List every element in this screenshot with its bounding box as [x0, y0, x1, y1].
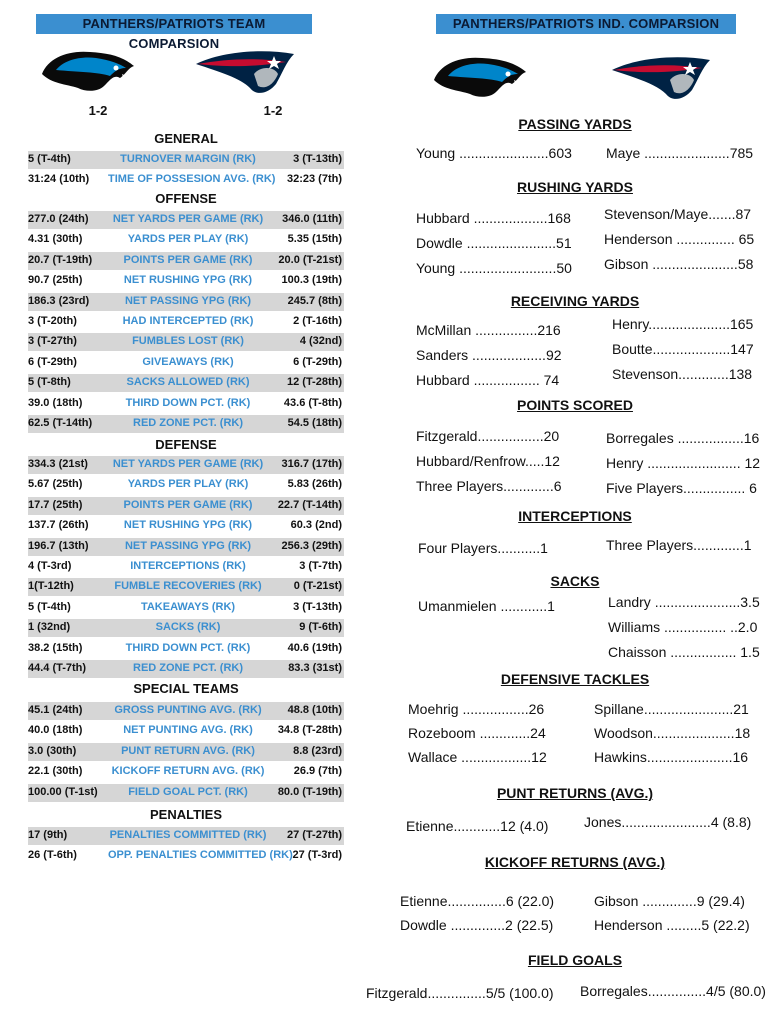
stat-row: [28, 827, 344, 845]
patriots-logo-icon: [606, 50, 716, 106]
patriots-player-stat: Borregales...............4/5 (80.0): [580, 983, 766, 999]
stat-row: [28, 763, 344, 781]
stat-row: [28, 558, 344, 576]
stat-label: TIME OF POSSESION AVG. (RK): [108, 173, 276, 186]
section-title: SPECIAL TEAMS: [133, 681, 239, 696]
stat-row: [28, 456, 344, 474]
panthers-player-stat: McMillan ................216: [416, 322, 561, 338]
stat-row: [28, 476, 344, 494]
section-title: GENERAL: [154, 131, 218, 146]
stat-category-heading: SACKS: [550, 573, 600, 589]
patriots-record: 1-2: [263, 103, 283, 118]
panthers-value: 26 (T-6th): [28, 849, 77, 862]
panthers-player-stat: Sanders ...................92: [416, 347, 562, 363]
patriots-player-stat: Landry ......................3.5: [608, 594, 760, 610]
patriots-value: 2 (T-16th): [293, 315, 342, 327]
stat-row: [28, 252, 344, 270]
patriots-player-stat: Henderson .........5 (22.2): [594, 917, 750, 933]
panthers-value: 20.7 (T-19th): [28, 253, 93, 266]
patriots-value: 27 (T-3rd): [292, 849, 342, 862]
patriots-value: 20.0 (T-21st): [278, 253, 342, 266]
stat-label: TURNOVER MARGIN (RK): [120, 153, 256, 165]
stat-category-heading: FIELD GOALS: [527, 952, 623, 968]
stat-row: [28, 354, 344, 372]
patriots-value: 83.3 (31st): [288, 662, 342, 674]
stat-category-heading: PASSING YARDS: [518, 116, 632, 132]
patriots-player-stat: Stevenson/Maye.......87: [604, 206, 752, 222]
panthers-player-stat: Etienne............12 (4.0): [406, 818, 549, 834]
patriots-value: 22.7 (T-14th): [277, 498, 342, 511]
stat-label: THIRD DOWN PCT. (RK): [125, 641, 251, 654]
panthers-player-stat: Fitzgerald...............5/5 (100.0): [366, 985, 554, 1001]
panthers-value: 45.1 (24th): [28, 704, 83, 716]
patriots-value: 9 (T-6th): [299, 621, 342, 634]
panthers-player-stat: Young .......................603: [416, 145, 572, 161]
stat-label: PENALTIES COMMITTED (RK): [109, 829, 267, 841]
stat-label: GIVEAWAYS (RK): [142, 355, 234, 368]
patriots-value: 316.7 (17th): [281, 458, 342, 470]
panthers-value: 22.1 (30th): [28, 765, 83, 778]
stat-label: THIRD DOWN PCT. (RK): [125, 396, 251, 409]
patriots-player-stat: Five Players................ 6: [606, 480, 757, 496]
stat-label: YARDS PER PLAY (RK): [127, 233, 249, 246]
stat-label: FUMBLE RECOVERIES (RK): [114, 580, 262, 593]
stat-row: [28, 640, 344, 658]
patriots-value: 3 (T-13th): [293, 600, 342, 613]
stat-label: GROSS PUNTING AVG. (RK): [114, 704, 262, 716]
patriots-value: 12 (T-28th): [286, 376, 342, 389]
patriots-value: 5.83 (26th): [287, 478, 342, 491]
stat-label: SACKS ALLOWED (RK): [126, 376, 250, 389]
patriots-value: 100.3 (19th): [281, 274, 342, 287]
stat-category-heading: PUNT RETURNS (AVG.): [496, 785, 654, 801]
panthers-value: 44.4 (T-7th): [28, 662, 87, 674]
stat-label: NET RUSHING YPG (RK): [123, 519, 253, 532]
panthers-value: 90.7 (25th): [28, 274, 83, 287]
stat-row: [28, 272, 344, 290]
panthers-player-stat: Etienne...............6 (22.0): [400, 893, 555, 909]
stat-row: [28, 517, 344, 535]
patriots-value: 34.8 (T-28th): [277, 724, 342, 737]
patriots-value: 346.0 (11th): [282, 213, 342, 225]
patriots-value: 5.35 (15th): [287, 233, 342, 246]
panthers-value: 5.67 (25th): [28, 478, 83, 491]
panthers-value: 39.0 (18th): [28, 396, 83, 409]
stat-label: HAD INTERCEPTED (RK): [122, 315, 254, 327]
panthers-player-stat: Young .........................50: [416, 260, 572, 276]
stat-row: [28, 313, 344, 331]
stat-label: POINTS PER GAME (RK): [123, 498, 253, 511]
panthers-value: 40.0 (18th): [28, 724, 83, 737]
patriots-value: 8.8 (23rd): [293, 744, 342, 757]
patriots-player-stat: Stevenson.............138: [612, 366, 753, 382]
stat-label: TAKEAWAYS (RK): [140, 600, 236, 613]
patriots-player-stat: Williams ................ ..2.0: [608, 619, 758, 635]
patriots-player-stat: Spillane.......................21: [594, 701, 749, 717]
panthers-player-stat: Dowdle .......................51: [416, 235, 572, 251]
patriots-player-stat: Hawkins......................16: [594, 749, 749, 765]
panthers-logo-icon: [38, 44, 138, 96]
section-title: PENALTIES: [150, 807, 222, 822]
patriots-player-stat: Henry.....................165: [612, 316, 754, 332]
stat-row: [28, 619, 344, 637]
stat-label: NET YARDS PER GAME (RK): [112, 213, 264, 225]
stat-row: [28, 538, 344, 556]
patriots-value: 245.7 (8th): [287, 294, 342, 307]
panthers-player-stat: Rozeboom .............24: [408, 725, 546, 741]
patriots-player-stat: Henderson ............... 65: [604, 231, 755, 247]
stat-label: FIELD GOAL PCT. (RK): [128, 785, 248, 798]
patriots-value: 256.3 (29th): [281, 539, 342, 552]
patriots-value: 54.5 (18th): [287, 417, 342, 429]
panthers-player-stat: Fitzgerald.................20: [416, 428, 560, 444]
panthers-player-stat: Hubbard/Renfrow.....12: [416, 453, 560, 469]
panthers-value: 31:24 (10th): [28, 173, 90, 186]
stat-label: KICKOFF RETURN AVG. (RK): [111, 765, 265, 778]
stat-row: [28, 722, 344, 740]
patriots-player-stat: Borregales .................16: [606, 430, 760, 446]
patriots-player-stat: Chaisson ................. 1.5: [608, 644, 760, 660]
stat-row: [28, 231, 344, 249]
individual-comparison-banner: PANTHERS/PATRIOTS IND. COMPARSION: [436, 14, 736, 34]
patriots-value: 40.6 (19th): [287, 641, 342, 654]
panthers-value: 6 (T-29th): [28, 355, 77, 368]
stat-row: [28, 847, 344, 865]
panthers-player-stat: Wallace ..................12: [408, 749, 547, 765]
stat-category-heading: DEFENSIVE TACKLES: [500, 671, 650, 687]
stat-row: [28, 333, 344, 351]
panthers-value: 3 (T-20th): [28, 315, 77, 327]
stat-row: [28, 171, 344, 189]
panthers-value: 5 (T-4th): [28, 153, 71, 165]
panthers-value: 5 (T-8th): [28, 376, 71, 389]
stat-label: NET PUNTING AVG. (RK): [123, 724, 253, 737]
patriots-player-stat: Maye ......................785: [606, 145, 754, 161]
stat-row: [28, 293, 344, 311]
stat-row: [28, 395, 344, 413]
patriots-player-stat: Gibson ..............9 (29.4): [594, 893, 745, 909]
stat-row: [28, 211, 344, 229]
stat-category-heading: INTERCEPTIONS: [518, 508, 632, 524]
stat-row: [28, 374, 344, 392]
panthers-value: 62.5 (T-14th): [28, 417, 93, 429]
panthers-value: 17 (9th): [28, 829, 68, 841]
stat-row: [28, 151, 344, 169]
stat-label: NET RUSHING YPG (RK): [123, 274, 253, 287]
patriots-value: 80.0 (T-19th): [277, 785, 342, 798]
stat-label: INTERCEPTIONS (RK): [130, 560, 246, 572]
section-title: OFFENSE: [155, 191, 217, 206]
panthers-player-stat: Moehrig .................26: [408, 701, 545, 717]
panthers-record: 1-2: [88, 103, 108, 118]
patriots-value: 3 (T-7th): [299, 560, 342, 572]
stat-label: NET YARDS PER GAME (RK): [112, 458, 264, 470]
panthers-player-stat: Hubbard ................. 74: [416, 372, 560, 388]
stat-label: RED ZONE PCT. (RK): [133, 662, 243, 674]
panthers-value: 17.7 (25th): [28, 498, 83, 511]
patriots-player-stat: Henry ........................ 12: [606, 455, 761, 471]
patriots-value: 60.3 (2nd): [290, 519, 342, 532]
stat-label: YARDS PER PLAY (RK): [127, 478, 249, 491]
stat-label: NET PASSING YPG (RK): [124, 539, 252, 552]
stat-label: PUNT RETURN AVG. (RK): [121, 744, 255, 757]
panthers-player-stat: Hubbard ...................168: [416, 210, 571, 226]
stat-label: POINTS PER GAME (RK): [123, 253, 253, 266]
panthers-value: 277.0 (24th): [28, 213, 89, 225]
stat-label: RED ZONE PCT. (RK): [133, 417, 243, 429]
stat-row: [28, 660, 344, 678]
patriots-value: 43.6 (T-8th): [283, 396, 342, 409]
patriots-player-stat: Gibson ......................58: [604, 256, 754, 272]
patriots-logo-icon: [190, 44, 300, 100]
panthers-value: 4.31 (30th): [28, 233, 83, 246]
patriots-value: 27 (T-27th): [286, 829, 342, 841]
stat-row: [28, 415, 344, 433]
panthers-value: 1 (32nd): [28, 621, 71, 634]
panthers-value: 3 (T-27th): [28, 335, 77, 348]
panthers-value: 334.3 (21st): [28, 458, 88, 470]
panthers-logo-icon: [430, 50, 530, 102]
stat-row: [28, 497, 344, 515]
panthers-player-stat: Three Players.............6: [416, 478, 562, 494]
stat-category-heading: POINTS SCORED: [517, 397, 633, 413]
panthers-value: 3.0 (30th): [28, 744, 77, 757]
patriots-player-stat: Jones.......................4 (8.8): [584, 814, 752, 830]
stat-label: OPP. PENALTIES COMMITTED (RK): [108, 849, 293, 862]
patriots-player-stat: Boutte....................147: [612, 341, 754, 357]
stat-row: [28, 702, 344, 720]
patriots-value: 48.8 (10th): [287, 704, 342, 716]
stat-row: [28, 599, 344, 617]
patriots-value: 26.9 (7th): [293, 765, 342, 778]
patriots-value: 3 (T-13th): [293, 153, 342, 165]
team-comparison-banner: PANTHERS/PATRIOTS TEAM COMPARSION: [36, 14, 312, 34]
panthers-value: 137.7 (26th): [28, 519, 89, 532]
panthers-value: 196.7 (13th): [28, 539, 89, 552]
stat-category-heading: RUSHING YARDS: [517, 179, 633, 195]
panthers-value: 1(T-12th): [28, 580, 74, 593]
stat-row: [28, 784, 344, 802]
stat-label: SACKS (RK): [155, 621, 221, 634]
stat-label: NET PASSING YPG (RK): [124, 294, 252, 307]
stat-row: [28, 743, 344, 761]
panthers-player-stat: Dowdle ..............2 (22.5): [400, 917, 554, 933]
stat-category-heading: RECEIVING YARDS: [510, 293, 640, 309]
panthers-value: 186.3 (23rd): [28, 294, 90, 307]
stat-category-heading: KICKOFF RETURNS (AVG.): [484, 854, 666, 870]
patriots-player-stat: Three Players.............1: [606, 537, 752, 553]
patriots-value: 32:23 (7th): [286, 173, 342, 186]
panthers-value: 5 (T-4th): [28, 600, 71, 613]
patriots-player-stat: Woodson.....................18: [594, 725, 751, 741]
section-title: DEFENSE: [155, 437, 217, 452]
panthers-value: 100.00 (T-1st): [28, 785, 98, 798]
patriots-value: 6 (T-29th): [293, 355, 342, 368]
stat-label: FUMBLES LOST (RK): [132, 335, 244, 348]
panthers-value: 38.2 (15th): [28, 641, 83, 654]
panthers-value: 4 (T-3rd): [28, 560, 72, 572]
patriots-value: 4 (32nd): [299, 335, 342, 348]
stat-row: [28, 578, 344, 596]
patriots-value: 0 (T-21st): [293, 580, 342, 593]
panthers-player-stat: Umanmielen ............1: [418, 598, 555, 614]
panthers-player-stat: Four Players...........1: [418, 540, 548, 556]
